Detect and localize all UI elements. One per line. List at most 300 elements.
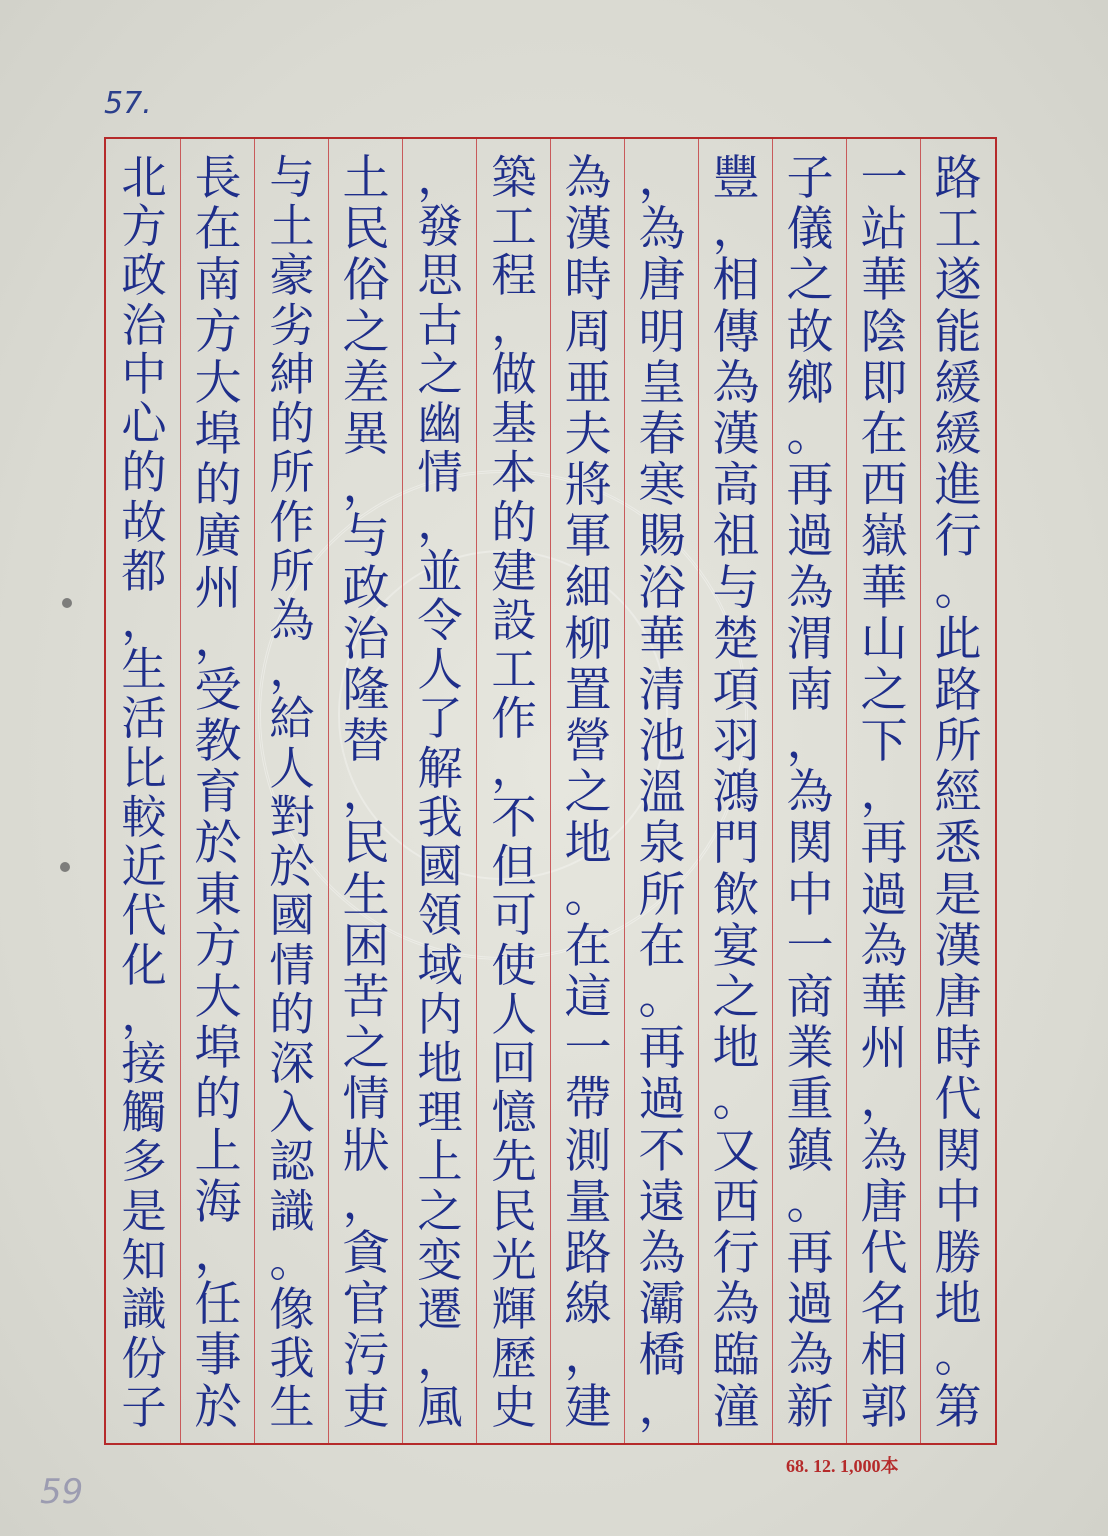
text-glyph: 唐 — [638, 253, 686, 309]
text-glyph: 相 — [860, 1328, 908, 1384]
text-glyph: 經 — [934, 765, 982, 821]
text-glyph: 中 — [786, 867, 834, 923]
text-glyph: 為 — [860, 918, 908, 974]
text-glyph: 関 — [786, 816, 834, 872]
text-glyph: 鄉 — [786, 355, 834, 411]
text-glyph: 柳 — [564, 611, 612, 667]
text-column — [625, 153, 699, 1433]
text-glyph: 漢 — [934, 918, 982, 974]
text-glyph: 之 — [417, 1184, 463, 1238]
text-glyph: 近 — [121, 840, 167, 894]
text-glyph: 人 — [269, 741, 315, 795]
text-glyph: 民 — [342, 816, 390, 872]
text-glyph: 行 — [934, 509, 982, 565]
text-glyph: 故 — [786, 304, 834, 360]
text-glyph: 鴻 — [712, 765, 760, 821]
text-column — [773, 153, 847, 1433]
text-glyph: 地 — [417, 1036, 463, 1090]
text-glyph: 緩 — [934, 355, 982, 411]
text-glyph: 之 — [564, 765, 612, 821]
text-glyph: 灞 — [638, 1277, 686, 1333]
text-glyph: 民 — [342, 202, 390, 258]
text-glyph: 宴 — [712, 918, 760, 974]
text-glyph: 埠 — [194, 1021, 242, 1077]
text-glyph: 唐 — [934, 970, 982, 1025]
text-glyph: 我 — [269, 1332, 315, 1386]
text-column — [477, 153, 551, 1433]
text-glyph: 羽 — [712, 714, 760, 770]
text-glyph: 為 — [712, 1277, 760, 1333]
text-glyph: 之 — [342, 304, 390, 360]
text-glyph: 夫 — [564, 406, 612, 462]
text-glyph: 不 — [491, 790, 537, 844]
text-glyph: 商 — [786, 970, 834, 1025]
text-glyph: ， — [121, 987, 167, 1041]
text-glyph: 所 — [934, 714, 982, 770]
text-glyph: 長 — [194, 151, 242, 206]
text-glyph: 隆 — [342, 662, 390, 718]
text-glyph: 。 — [564, 867, 612, 923]
text-glyph: 路 — [934, 662, 982, 718]
text-glyph: 之 — [786, 253, 834, 309]
text-glyph: 土 — [342, 151, 390, 206]
page-number-top: 57. — [104, 86, 152, 121]
text-glyph: ， — [342, 1174, 390, 1230]
text-glyph: 高 — [712, 458, 760, 514]
text-glyph: 溫 — [638, 765, 686, 821]
text-glyph: 方 — [121, 200, 167, 254]
text-glyph: 勝 — [934, 1225, 982, 1281]
text-glyph: ， — [491, 298, 537, 352]
text-glyph: 所 — [638, 867, 686, 923]
text-glyph: 再 — [786, 458, 834, 514]
manuscript-grid — [104, 137, 997, 1445]
text-column — [403, 153, 477, 1433]
text-glyph: 下 — [860, 714, 908, 770]
text-glyph: 為 — [860, 1123, 908, 1179]
text-glyph: 營 — [564, 714, 612, 770]
text-glyph: 困 — [342, 918, 390, 974]
text-glyph: ， — [417, 1332, 463, 1386]
text-glyph: 在 — [860, 406, 908, 462]
text-glyph: 劣 — [269, 298, 315, 352]
text-glyph: 又 — [712, 1123, 760, 1179]
text-glyph: 吏 — [342, 1379, 390, 1435]
text-glyph: 内 — [417, 987, 463, 1041]
text-glyph: 池 — [638, 714, 686, 770]
text-glyph: 替 — [342, 714, 390, 770]
text-glyph: 生 — [269, 1381, 315, 1435]
text-glyph: 認 — [269, 1135, 315, 1189]
text-glyph: 名 — [860, 1277, 908, 1333]
text-glyph: 帶 — [564, 1072, 612, 1128]
text-glyph: 再 — [638, 1021, 686, 1077]
text-glyph: 南 — [786, 662, 834, 718]
text-glyph: 上 — [194, 1123, 242, 1179]
text-glyph: 再 — [860, 816, 908, 872]
text-column — [551, 153, 625, 1433]
text-glyph: 遷 — [417, 1283, 463, 1337]
text-glyph: 。 — [786, 406, 834, 462]
text-glyph: 与 — [712, 560, 760, 616]
text-glyph: ， — [342, 458, 390, 514]
text-glyph: 海 — [194, 1174, 242, 1230]
text-glyph: 西 — [860, 458, 908, 514]
text-column — [921, 153, 995, 1433]
text-column — [699, 153, 773, 1433]
text-glyph: 多 — [121, 1135, 167, 1189]
text-glyph: 設 — [491, 593, 537, 647]
text-glyph: 華 — [860, 560, 908, 616]
text-glyph: 春 — [638, 406, 686, 462]
text-glyph: 過 — [860, 867, 908, 923]
text-glyph: 与 — [342, 509, 390, 565]
text-glyph: 豐 — [712, 151, 760, 206]
text-glyph: 風 — [417, 1381, 463, 1435]
text-glyph: 的 — [269, 397, 315, 451]
text-glyph: 受 — [194, 662, 242, 718]
text-glyph: 遂 — [934, 253, 982, 309]
text-glyph: 一 — [786, 918, 834, 974]
text-glyph: 之 — [417, 347, 463, 401]
text-glyph: 貪 — [342, 1225, 390, 1281]
text-glyph: 污 — [342, 1328, 390, 1384]
text-glyph: ， — [342, 765, 390, 821]
text-glyph: 為 — [638, 202, 686, 258]
text-glyph: 為 — [269, 593, 315, 647]
text-glyph: 的 — [121, 446, 167, 500]
text-glyph: 。 — [786, 1174, 834, 1230]
text-glyph: 代 — [121, 889, 167, 943]
text-glyph: 上 — [417, 1135, 463, 1189]
text-glyph: 門 — [712, 816, 760, 872]
text-glyph: 都 — [121, 544, 167, 598]
text-column — [181, 153, 255, 1433]
text-glyph: 寒 — [638, 458, 686, 514]
text-glyph: 教 — [194, 714, 242, 770]
text-glyph: 。 — [712, 1072, 760, 1128]
text-glyph: 方 — [194, 304, 242, 360]
text-glyph: 建 — [491, 544, 537, 598]
text-glyph: 幽 — [417, 397, 463, 451]
text-glyph: 人 — [417, 643, 463, 697]
text-glyph: 可 — [491, 889, 537, 943]
text-glyph: 建 — [564, 1379, 612, 1435]
text-glyph: 南 — [194, 253, 242, 309]
text-glyph: 埠 — [194, 406, 242, 462]
text-glyph: 故 — [121, 495, 167, 549]
text-glyph: 了 — [417, 692, 463, 746]
text-column — [847, 153, 921, 1433]
text-glyph: 為 — [712, 355, 760, 411]
text-glyph: 臨 — [712, 1328, 760, 1384]
text-glyph: 再 — [786, 1225, 834, 1281]
text-glyph: 。 — [638, 970, 686, 1025]
text-glyph: ， — [491, 741, 537, 795]
text-glyph: 作 — [269, 495, 315, 549]
text-glyph: 一 — [564, 1021, 612, 1077]
text-glyph: 時 — [934, 1021, 982, 1077]
text-glyph: ， — [860, 765, 908, 821]
text-glyph: 民 — [491, 1184, 537, 1238]
text-glyph: 本 — [491, 446, 537, 500]
text-glyph: 識 — [269, 1184, 315, 1238]
text-glyph: ， — [860, 1072, 908, 1128]
text-glyph: 陰 — [860, 304, 908, 360]
text-glyph: 一 — [860, 151, 908, 206]
text-glyph: 与 — [269, 151, 315, 204]
text-glyph: 山 — [860, 611, 908, 667]
text-glyph: 的 — [194, 1072, 242, 1128]
text-glyph: 思 — [417, 249, 463, 303]
text-glyph: 州 — [194, 560, 242, 616]
text-glyph: 並 — [417, 544, 463, 598]
text-glyph: 比 — [121, 741, 167, 795]
text-glyph: 入 — [269, 1086, 315, 1140]
text-glyph: 行 — [712, 1225, 760, 1281]
text-glyph: 在 — [638, 918, 686, 974]
text-glyph: 使 — [491, 938, 537, 992]
text-glyph: 的 — [491, 495, 537, 549]
text-glyph: 地 — [934, 1277, 982, 1333]
text-glyph: 不 — [638, 1123, 686, 1179]
text-glyph: 变 — [417, 1233, 463, 1287]
text-glyph: 廣 — [194, 509, 242, 565]
text-glyph: 嶽 — [860, 509, 908, 565]
text-glyph: 憶 — [491, 1086, 537, 1140]
text-glyph: 。 — [934, 560, 982, 616]
print-mark: 68. 12. 1,000本 — [786, 1456, 899, 1476]
text-glyph: 子 — [786, 151, 834, 206]
text-glyph: 接 — [121, 1036, 167, 1090]
text-glyph: 測 — [564, 1123, 612, 1179]
text-glyph: 橋 — [638, 1328, 686, 1384]
text-glyph: 將 — [564, 458, 612, 514]
text-glyph: 鎮 — [786, 1123, 834, 1179]
text-glyph: 大 — [194, 970, 242, 1025]
punch-hole-mark — [62, 598, 72, 608]
text-glyph: 站 — [860, 202, 908, 258]
text-glyph: 史 — [491, 1381, 537, 1435]
text-glyph: 子 — [121, 1381, 167, 1435]
text-glyph: 泉 — [638, 816, 686, 872]
text-glyph: 事 — [194, 1328, 242, 1384]
text-glyph: 唐 — [860, 1174, 908, 1230]
text-glyph: 俗 — [342, 253, 390, 309]
text-glyph: 路 — [564, 1225, 612, 1281]
text-glyph: 古 — [417, 298, 463, 352]
text-glyph: 心 — [121, 397, 167, 451]
text-glyph: 情 — [417, 446, 463, 500]
text-glyph: 差 — [342, 355, 390, 411]
text-glyph: 之 — [712, 970, 760, 1025]
text-glyph: 觸 — [121, 1086, 167, 1140]
text-glyph: 路 — [934, 151, 982, 206]
text-glyph: 祖 — [712, 509, 760, 565]
text-glyph: 之 — [860, 662, 908, 718]
text-glyph: 即 — [860, 355, 908, 411]
text-glyph: 在 — [194, 202, 242, 258]
text-glyph: 皇 — [638, 355, 686, 411]
text-glyph: 情 — [269, 938, 315, 992]
text-glyph: 業 — [786, 1021, 834, 1077]
text-glyph: 新 — [786, 1379, 834, 1435]
text-glyph: 此 — [934, 611, 982, 667]
text-glyph: 築 — [491, 151, 537, 204]
text-glyph: 明 — [638, 304, 686, 360]
text-glyph: 華 — [638, 611, 686, 667]
text-glyph: 大 — [194, 355, 242, 411]
text-glyph: 異 — [342, 406, 390, 462]
text-glyph: 份 — [121, 1332, 167, 1386]
text-glyph: 發 — [417, 200, 463, 254]
text-glyph: 亜 — [564, 355, 612, 411]
text-glyph: 華 — [860, 970, 908, 1025]
text-glyph: 紳 — [269, 347, 315, 401]
text-glyph: 國 — [269, 889, 315, 943]
text-glyph: 。 — [934, 1328, 982, 1384]
text-glyph: ， — [269, 643, 315, 697]
text-glyph: 為 — [786, 765, 834, 821]
text-glyph: 地 — [564, 816, 612, 872]
text-glyph: 軍 — [564, 509, 612, 565]
text-glyph: ， — [786, 714, 834, 770]
text-glyph: 為 — [564, 151, 612, 206]
text-glyph: 東 — [194, 867, 242, 923]
text-glyph: 化 — [121, 938, 167, 992]
text-glyph: 令 — [417, 593, 463, 647]
text-glyph: ， — [417, 151, 463, 204]
text-glyph: 浴 — [638, 560, 686, 616]
text-glyph: 育 — [194, 765, 242, 821]
text-glyph: 過 — [786, 1277, 834, 1333]
text-glyph: 光 — [491, 1233, 537, 1287]
text-glyph: 渭 — [786, 611, 834, 667]
text-glyph: ， — [564, 1328, 612, 1384]
text-glyph: 的 — [194, 458, 242, 514]
text-glyph: 情 — [342, 1072, 390, 1128]
text-glyph: 楚 — [712, 611, 760, 667]
text-glyph: 回 — [491, 1036, 537, 1090]
text-glyph: ， — [194, 611, 242, 667]
text-glyph: 方 — [194, 918, 242, 974]
text-glyph: 悉 — [934, 816, 982, 872]
punch-hole-mark — [60, 862, 70, 872]
text-glyph: 領 — [417, 889, 463, 943]
text-glyph: 華 — [860, 253, 908, 309]
text-glyph: 漢 — [564, 202, 612, 258]
text-glyph: 線 — [564, 1277, 612, 1333]
text-glyph: 給 — [269, 692, 315, 746]
text-glyph: 能 — [934, 304, 982, 360]
text-glyph: ， — [638, 1379, 686, 1435]
text-glyph: 重 — [786, 1072, 834, 1128]
text-glyph: 輝 — [491, 1283, 537, 1337]
text-glyph: 理 — [417, 1086, 463, 1140]
text-glyph: 基 — [491, 397, 537, 451]
text-glyph: 所 — [269, 544, 315, 598]
text-glyph: 解 — [417, 741, 463, 795]
text-glyph: 像 — [269, 1283, 315, 1337]
text-column — [255, 153, 329, 1433]
text-glyph: 北 — [121, 151, 167, 204]
text-glyph: 工 — [491, 643, 537, 697]
text-glyph: 中 — [121, 347, 167, 401]
text-glyph: 賜 — [638, 509, 686, 565]
text-glyph: 官 — [342, 1277, 390, 1333]
text-glyph: 為 — [786, 560, 834, 616]
text-glyph: 周 — [564, 304, 612, 360]
text-glyph: 這 — [564, 970, 612, 1025]
text-glyph: 我 — [417, 790, 463, 844]
text-glyph: ， — [638, 151, 686, 206]
text-glyph: 。 — [269, 1233, 315, 1287]
text-glyph: 較 — [121, 790, 167, 844]
text-glyph: 狀 — [342, 1123, 390, 1179]
text-glyph: 是 — [934, 867, 982, 923]
text-glyph: 治 — [342, 611, 390, 667]
text-glyph: 活 — [121, 692, 167, 746]
text-glyph: 細 — [564, 560, 612, 616]
text-glyph: 於 — [194, 816, 242, 872]
text-glyph: 為 — [786, 1328, 834, 1384]
text-glyph: 於 — [194, 1379, 242, 1435]
text-glyph: 量 — [564, 1174, 612, 1230]
text-glyph: ， — [417, 495, 463, 549]
text-glyph: 國 — [417, 840, 463, 894]
text-glyph: 先 — [491, 1135, 537, 1189]
text-glyph: 過 — [786, 509, 834, 565]
text-glyph: 於 — [269, 840, 315, 894]
text-glyph: 人 — [491, 987, 537, 1041]
text-glyph: 任 — [194, 1277, 242, 1333]
text-glyph: 土 — [269, 200, 315, 254]
text-glyph: 政 — [121, 249, 167, 303]
text-glyph: 是 — [121, 1184, 167, 1238]
text-glyph: 工 — [934, 202, 982, 258]
text-glyph: 對 — [269, 790, 315, 844]
text-glyph: 政 — [342, 560, 390, 616]
text-glyph: 過 — [638, 1072, 686, 1128]
text-glyph: 知 — [121, 1233, 167, 1287]
text-glyph: 地 — [712, 1021, 760, 1077]
text-glyph: 但 — [491, 840, 537, 894]
text-glyph: 緩 — [934, 406, 982, 462]
text-glyph: 作 — [491, 692, 537, 746]
text-glyph: 中 — [934, 1174, 982, 1230]
text-glyph: 漢 — [712, 406, 760, 462]
text-glyph: ， — [194, 1225, 242, 1281]
text-glyph: 遠 — [638, 1174, 686, 1230]
text-glyph: 進 — [934, 458, 982, 514]
text-glyph: 項 — [712, 662, 760, 718]
text-glyph: 在 — [564, 918, 612, 974]
text-glyph: 治 — [121, 298, 167, 352]
text-glyph: 的 — [269, 987, 315, 1041]
text-glyph: ， — [121, 593, 167, 647]
text-glyph: 之 — [342, 1021, 390, 1077]
text-glyph: 関 — [934, 1123, 982, 1179]
text-glyph: 州 — [860, 1021, 908, 1077]
text-glyph: 深 — [269, 1036, 315, 1090]
text-glyph: 相 — [712, 253, 760, 309]
text-glyph: 所 — [269, 446, 315, 500]
text-glyph: 工 — [491, 200, 537, 254]
text-glyph: 苦 — [342, 970, 390, 1025]
text-glyph: 儀 — [786, 202, 834, 258]
text-glyph: 飲 — [712, 867, 760, 923]
text-glyph: 豪 — [269, 249, 315, 303]
